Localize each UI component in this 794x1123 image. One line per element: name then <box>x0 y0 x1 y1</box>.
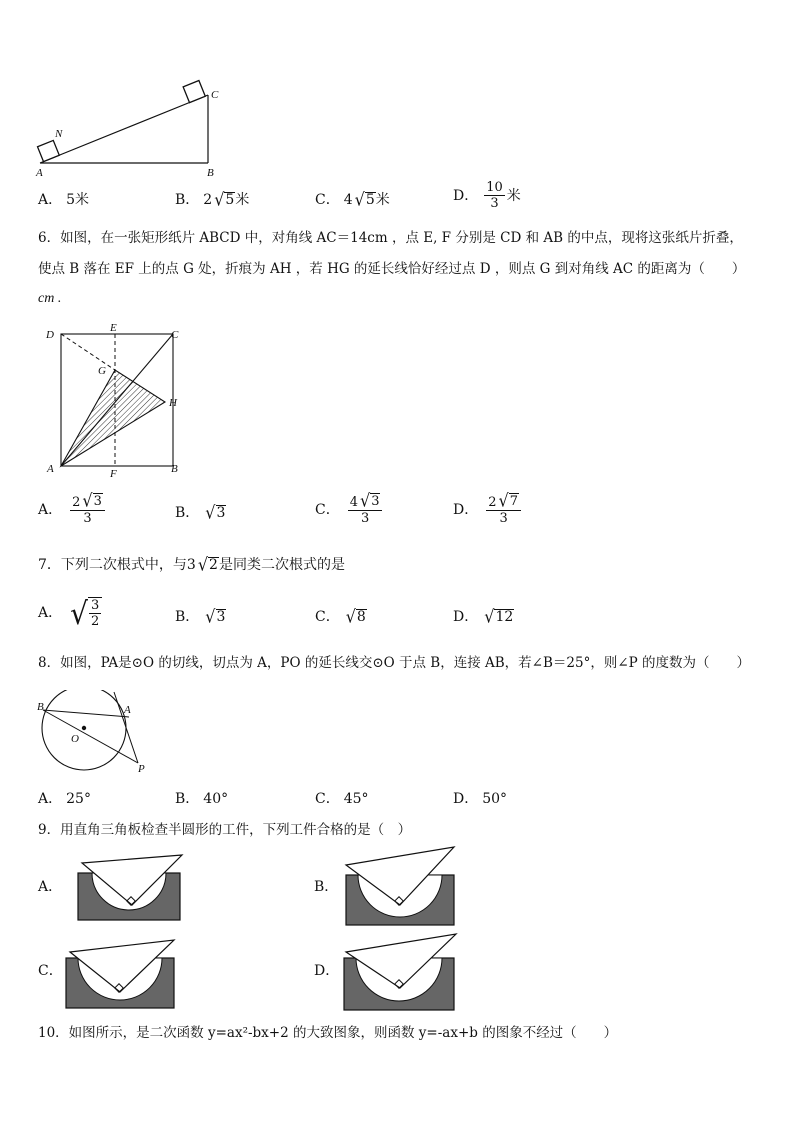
q8-option-a[interactable]: A． 25° <box>38 791 91 807</box>
label-g: G <box>98 365 106 377</box>
q7-option-d[interactable]: D． √ 12 <box>453 606 514 627</box>
label-b: B <box>207 167 214 179</box>
q8-stem: 8．如图，PA是⊙O 的切线，切点为 A，PO 的延长线交⊙O 于点 B，连接 AB，若∠B＝25°，则∠P 的度数为（ ） <box>38 655 751 671</box>
q7-option-b[interactable]: B． √ 3 <box>175 606 226 627</box>
label-p: P <box>138 763 145 775</box>
q5-option-c[interactable]: C． 4 √ 5 米 <box>315 189 390 210</box>
q6-option-a[interactable]: A． 2 √ 3 3 <box>38 493 107 526</box>
label-h: H <box>169 397 177 409</box>
label-b: B <box>37 701 44 713</box>
rectangle-fold-figure <box>40 322 200 477</box>
q7-stem: 7．下列二次根式中，与 3 √ 2 是同类二次根式的是 <box>38 554 345 575</box>
label-c: C <box>171 329 179 341</box>
label-b: B <box>171 463 178 475</box>
q9-option-a-label[interactable]: A． <box>38 879 63 895</box>
q9-option-d-label[interactable]: D． <box>314 963 340 979</box>
q8-option-d[interactable]: D． 50° <box>453 791 508 807</box>
q9-option-b-figure[interactable] <box>342 845 460 927</box>
label-f: F <box>110 468 117 477</box>
q5-option-d[interactable]: D． $\frac{10}{3}$ 米 <box>453 180 521 211</box>
label-a: A <box>36 167 43 179</box>
q6-option-d[interactable]: D． 2 √ 7 3 <box>453 493 523 526</box>
q8-option-c[interactable]: C． 45° <box>315 791 369 807</box>
q7-option-a[interactable]: A． √ $\frac{3}{2}$ <box>38 597 102 629</box>
label-a: A <box>47 463 54 475</box>
q6-line3: cm . <box>38 291 62 306</box>
q8-option-b[interactable]: B． 40° <box>175 791 229 807</box>
circle-tangent-figure <box>34 690 159 780</box>
q9-option-d-figure[interactable] <box>340 932 460 1012</box>
q10-stem: 10．如图所示，是二次函数 y=ax²-bx+2 的大致图象，则函数 y=-ax+b 的图象不经过（ ） <box>38 1025 618 1041</box>
label-e: E <box>110 322 117 334</box>
q9-option-c-label[interactable]: C． <box>38 963 63 979</box>
q7-option-c[interactable]: C． √ 8 <box>315 606 366 627</box>
q6-line1: 6．如图，在一张矩形纸片 ABCD 中，对角线 AC＝14cm ，点 E, F 分别是 CD 和 AB 的中点，现将这张纸片折叠， <box>38 230 743 246</box>
q6-option-c[interactable]: C． 4 √ 3 3 <box>315 493 384 526</box>
q9-stem: 9．用直角三角板检查半圆形的工件，下列工件合格的是（ ） <box>38 822 412 838</box>
q6-option-b[interactable]: B． √ 3 <box>175 502 226 523</box>
label-a: A <box>124 704 131 716</box>
slope-figure <box>30 75 230 180</box>
q5-option-a[interactable]: A． 5米 <box>38 192 90 208</box>
q9-option-a-figure[interactable] <box>74 853 186 923</box>
q9-option-b-label[interactable]: B． <box>314 879 339 895</box>
label-c: C <box>211 89 219 101</box>
q6-line2: 使点 B 落在 EF 上的点 G 处，折痕为 AH ，若 HG 的延长线恰好经过点 D ，则点 G 到对角线 AC 的距离为（ ） <box>38 261 746 277</box>
q5-option-b[interactable]: B． 2 √ 5 米 <box>175 189 250 210</box>
label-n: N <box>55 128 63 140</box>
label-o: O <box>71 733 79 745</box>
label-d: D <box>46 329 54 341</box>
q9-option-c-figure[interactable] <box>62 936 180 1010</box>
